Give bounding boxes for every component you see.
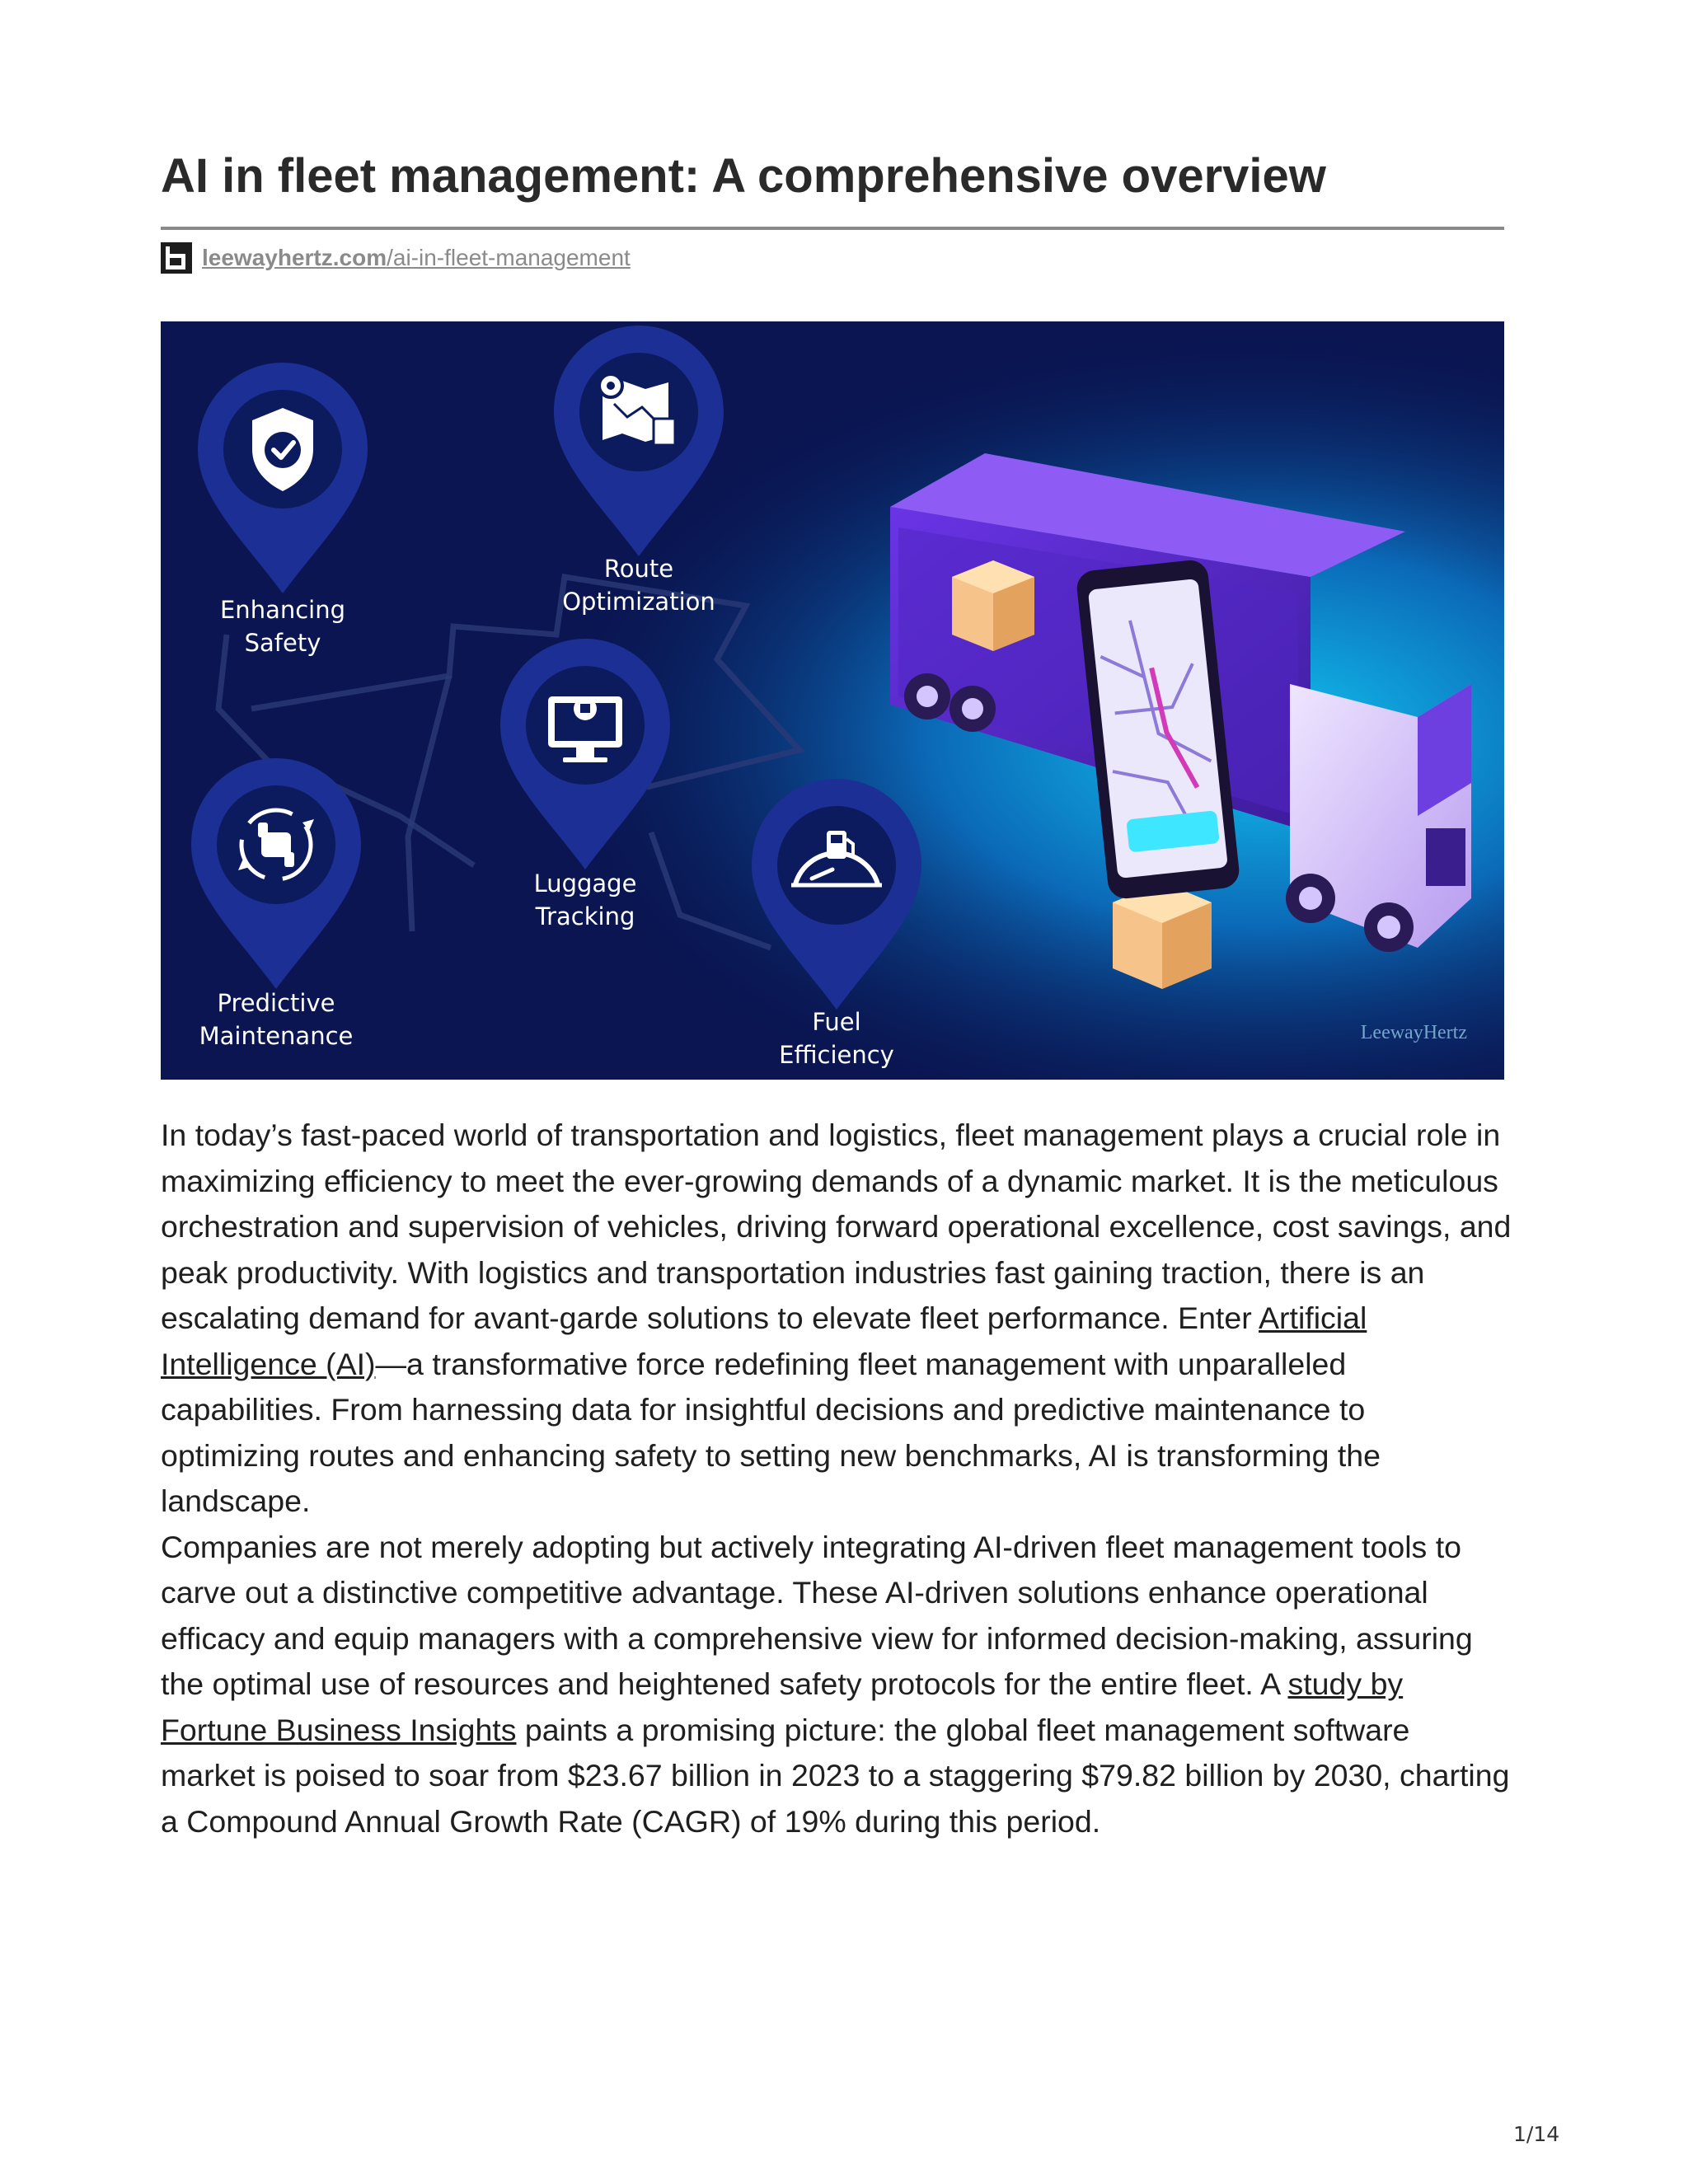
source-domain: leewayhertz.com [202, 245, 387, 270]
watermark: LeewayHertz [1360, 1022, 1467, 1043]
label-route-2: Optimization [562, 588, 715, 616]
label-enhancing-safety-2: Safety [244, 629, 321, 657]
label-fuel-2: Efficiency [779, 1041, 894, 1069]
source-row [161, 243, 631, 273]
label-luggage-1: Luggage [533, 869, 637, 898]
paragraph-market-text-1: Companies are not merely adopting but actively integrating AI-driven fleet management tools to carve out a distinctive competitive advantage. These AI-driven solutions enhance operational efficacy and equip managers with a comprehensive view for informed decision-making, assuring the optimal use of resources and heightened safety protocols for the entire fleet. A [161, 1529, 1473, 1701]
label-maintenance-1: Predictive [217, 989, 335, 1017]
source-path: /ai-in-fleet-management [387, 245, 631, 270]
label-enhancing-safety-1: Enhancing [219, 596, 346, 624]
source-link[interactable] [202, 245, 631, 271]
link-artificial-intelligence[interactable]: Artificial Intelligence (AI) [161, 1301, 1367, 1381]
page-number: 1/14 [1513, 2122, 1560, 2146]
label-maintenance-2: Maintenance [199, 1022, 354, 1050]
article-body [161, 1113, 1512, 1844]
link-fortune-study[interactable]: study by Fortune Business Insights [161, 1666, 1404, 1747]
page-title: AI in fleet management: A comprehensive overview [161, 149, 1326, 203]
paragraph-intro [161, 1113, 1512, 1525]
label-luggage-2: Tracking [535, 902, 635, 930]
paragraph-market-text-2: paints a promising picture: the global fleet management software market is poised to soar from $23.67 billion in 2023 to a staggering $79.82 billion by 2030, charting a Compound Annual Growth Rate (CAGR) of 19% during this period. [161, 1712, 1510, 1839]
site-logo-icon [161, 242, 192, 274]
paragraph-intro-text-1: In today’s fast-paced world of transportation and logistics, fleet management plays a crucial role in maximizing efficiency to meet the ever-growing demands of a dynamic market. It is the meticulous orchestration and supervision of vehicles, driving forward operational excellence, cost savings, and peak productivity. With logistics and transportation industries fast gaining traction, there is an escalating demand for avant-garde solutions to elevate fleet performance. Enter [161, 1118, 1512, 1335]
paragraph-market [161, 1525, 1512, 1845]
paragraph-intro-text-2: —a transformative force redefining fleet management with unparalleled capabilities. From harnessing data for insightful decisions and predictive maintenance to optimizing routes and enhancing safety to setting new benchmarks, AI is transforming the landscape. [161, 1346, 1381, 1518]
hero-illustration [161, 321, 1504, 1080]
title-divider [161, 227, 1504, 230]
label-route-1: Route [603, 555, 674, 583]
label-fuel-1: Fuel [812, 1008, 861, 1036]
